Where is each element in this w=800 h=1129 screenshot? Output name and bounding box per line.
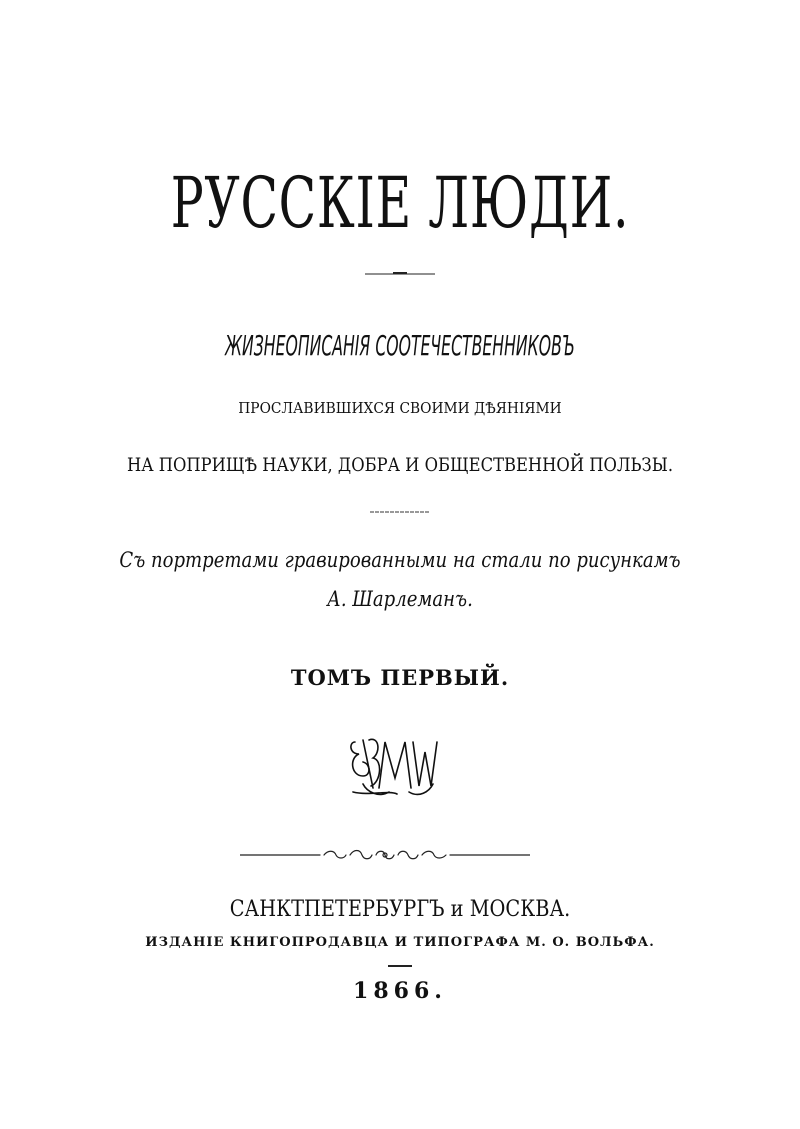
publisher-line: ИЗДАНІЕ КНИГОПРОДАВЦА И ТИПОГРАФА М. О. ВОЛЬФА.: [145, 935, 655, 950]
year-rule: [388, 964, 412, 968]
subtitle-line-2: ПРОСЛАВИВШИХСЯ СВОИМИ ДѢЯНІЯМИ: [238, 399, 562, 417]
publisher-monogram: [349, 732, 439, 798]
title-rule-ornament: [365, 271, 435, 277]
portraits-note: Съ портретами гравированными на стали по рисункамъ: [119, 548, 681, 572]
monogram-text: MW: [394, 772, 397, 773]
publication-year: 1866.: [353, 978, 447, 1004]
short-rule: [370, 510, 430, 514]
volume-label: ТОМЪ ПЕРВЫЙ.: [290, 665, 510, 690]
publication-place: САНКТПЕТЕРБУРГЪ и МОСКВА.: [229, 897, 571, 922]
subtitle: ЖИЗНЕОПИСАНІЯ СООТЕЧЕСТВЕННИКОВЪ: [225, 329, 575, 362]
ornamental-divider: [240, 847, 530, 863]
subtitle-line-3: НА ПОПРИЩѢ НАУКИ, ДОБРА И ОБЩЕСТВЕННОЙ ПОЛЬЗЫ.: [126, 454, 674, 476]
artist-name: А. Шарлеманъ.: [327, 587, 473, 611]
book-title: РУССКІЕ ЛЮДИ.: [170, 162, 630, 244]
